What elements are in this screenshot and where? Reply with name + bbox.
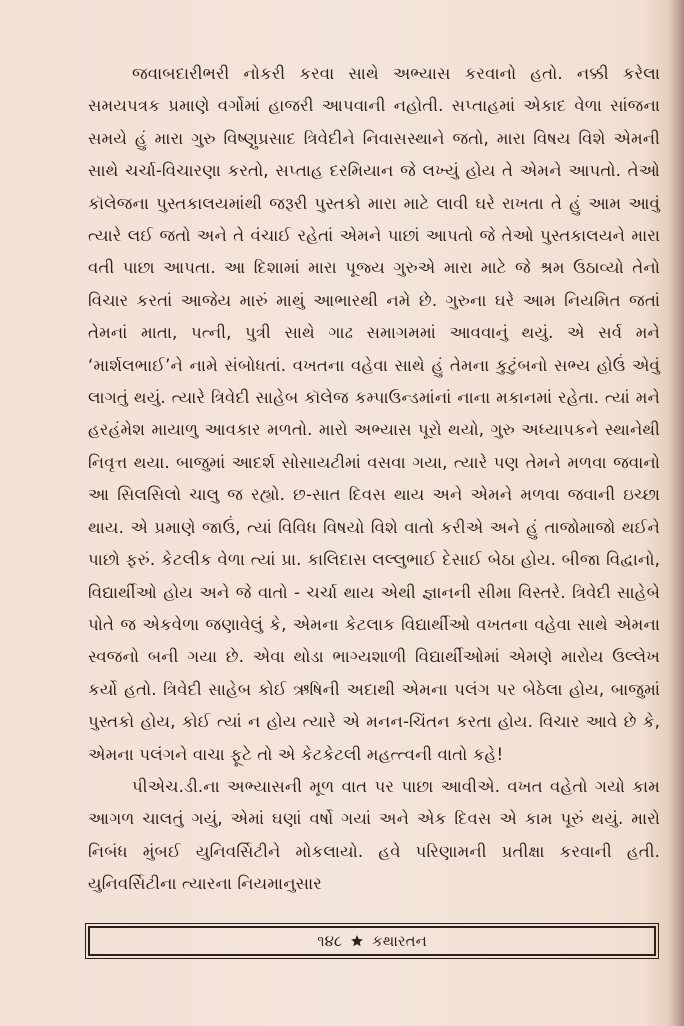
paragraph-2: પીએચ.ડી.ના અભ્યાસની મૂળ વાત પર પાછા આવીએ. વખત વહેતો ગયો કામ આગળ ચાલતું ગયું, એમાં ઘણાં વર્ષો ગયાં અને એક દિવસ એ કામ પૂરું થયું. મારો નિબંધ મુંબઈ યુનિવર્સિટીને મોકલાયો. હવે પરિણામની પ્રતીક્ષા કરવાની હતી. યુનિવર્સિટીના ત્યારના નિયમાનુસાર — [88, 776, 660, 894]
page-edge-shadow — [668, 0, 684, 1026]
star-icon — [350, 934, 364, 948]
page-number: ૧૪૮ — [317, 932, 343, 950]
page-body-text — [88, 58, 660, 901]
book-title: કથારતન — [372, 932, 427, 950]
paragraph-1: જવાબદારીભરી નોકરી કરવા સાથે અભ્યાસ કરવાનો હતો. નક્કી કરેલા સમયપત્રક પ્રમાણે વર્ગોમાં હાજરી આપવાની નહોતી. સપ્તાહમાં એકાદ વેળા સાંજના સમયે હું મારા ગુરુ વિષ્ણુપ્રસાદ ત્રિવેદીને નિવાસસ્થાને જતો, મારા વિષય વિશે એમની સાથે ચર્ચા-વિચારણા કરતો, સપ્તાહ દરમિયાન જે લખ્યું હોય તે એમને આપતો. તેઓ કૉલેજના પુસ્તકાલયમાંથી જરૂરી પુસ્તકો મારા માટે લાવી ઘરે રાખતા તે હું આમ આવું ત્યારે લઈ જતો અને તે વંચાઈ રહેતાં એમને પાછાં આપતો જે તેઓ પુસ્તકાલયને મારા વતી પાછા આપતા. આ દિશામાં મારા પૂજ્ય ગુરુએ મારા માટે જે શ્રમ ઉઠાવ્યો તેનો વિચાર કરતાં આજેય મારું માથું આભારથી નમે છે. ગુરુના ઘરે આમ નિયમિત જતાં તેમનાં માતા, પત્ની, પુત્રી સાથે ગાઢ સમાગમમાં આવવાનું થયું. એ સર્વ મને ‘માર્શલભાઈ’ને નામે સંબોધતાં. વખતના વહેવા સાથે હું તેમના કુટુંબનો સભ્ય હોઉં એવું લાગતું થયું. ત્યારે ત્રિવેદી સાહેબ કૉલેજ કમ્પાઉન્ડમાંનાં નાના મકાનમાં રહેતા. ત્યાં મને હરહંમેશ માયાળુ આવકાર મળતો. મારો અભ્યાસ પૂરો થયો, ગુરુ અધ્યાપકને સ્થાનેથી નિવૃત્ત થયા. બાજુમાં આદર્શ સોસાયટીમાં વસવા ગયા, ત્યારે પણ તેમને મળવા જવાનો આ સિલસિલો ચાલુ જ રહ્યો. છ-સાત દિવસ થાય અને એમને મળવા જવાની ઇચ્છા થાય. એ પ્રમાણે જાઉં, ત્યાં વિવિધ વિષયો વિશે વાતો કરીએ અને હું તાજોમાજો થઈને પાછો ફરું. કેટલીક વેળા ત્યાં પ્રા. કાલિદાસ લલ્લુભાઈ દેસાઈ બેઠા હોય. બીજા વિદ્વાનો, વિદ્યાર્થીઓ હોય અને જે વાતો - ચર્ચા થાય એથી જ્ઞાનની સીમા વિસ્તરે. ત્રિવેદી સાહેબે પોતે જ એકવેળા જણાવેલું કે, એમના કેટલાક વિદ્યાર્થીઓ વખતના વહેવા સાથે એમના સ્વજનો બની ગયા છે. એવા થોડા ભાગ્યશાળી વિદ્યાર્થીઓમાં એમણે મારોય ઉલ્લેખ કર્યો હતો. ત્રિવેદી સાહેબ કોઈ ઋષિની અદાથી એમના પલંગ પર બેઠેલા હોય, બાજુમાં પુસ્તકો હોય, કોઈ ત્યાં ન હોય ત્યારે એ મનન-ચિંતન કરતા હોય. વિચાર આવે છે કે, એમના પલંગને વાચા ફૂટે તો એ કેટકેટલી મહત્ત્વની વાતો કહે! — [88, 64, 660, 764]
page-footer — [88, 926, 656, 956]
